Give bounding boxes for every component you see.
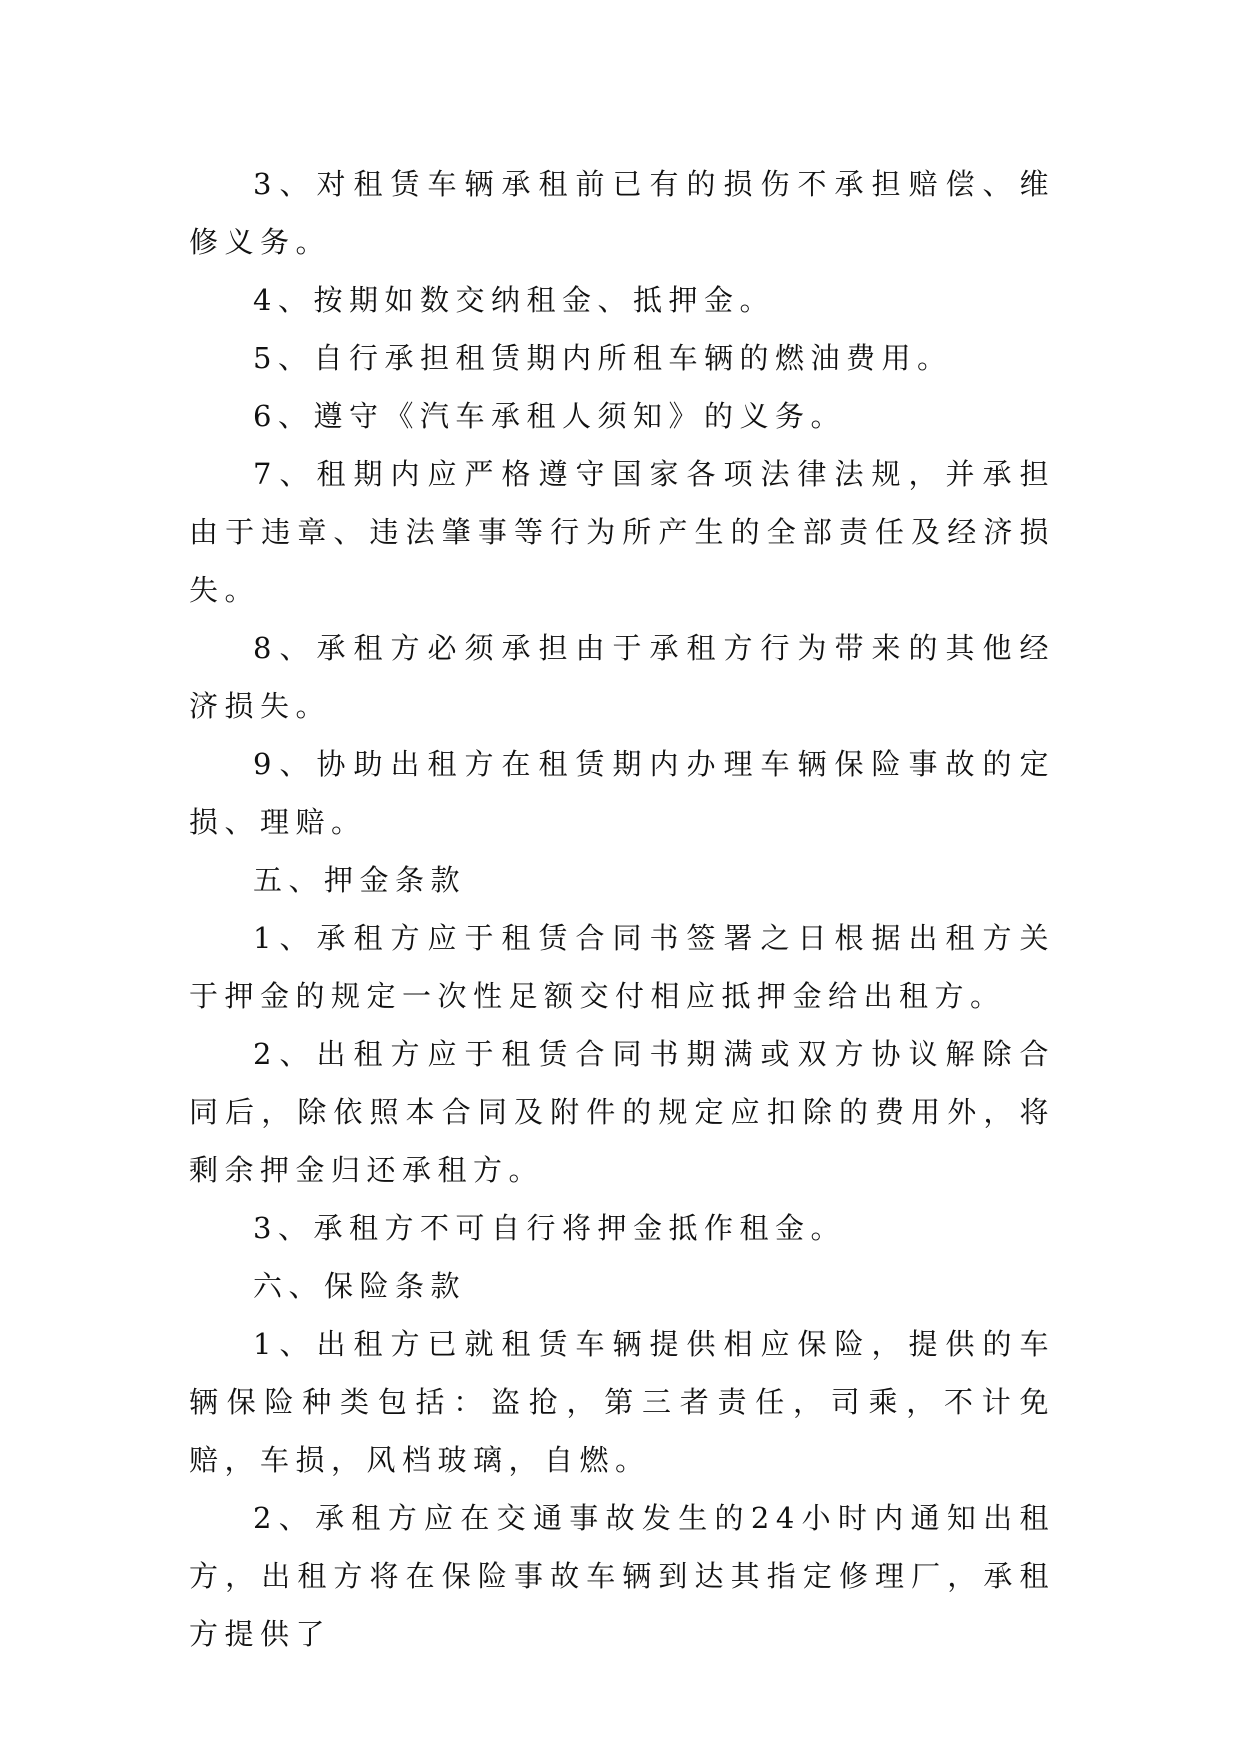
paragraph-lessee-duty-7: 7、租期内应严格遵守国家各项法律法规，并承担由于违章、违法肇事等行为所产生的全部责任及经济损失。 [189, 457, 1055, 607]
paragraph-insurance-2: 2、承租方应在交通事故发生的24小时内通知出租方，出租方将在保险事故车辆到达其指定修理厂，承租方提供了 [189, 1501, 1055, 1651]
document-body [189, 155, 1055, 1663]
paragraph-lessee-duty-9: 9、协助出租方在租赁期内办理车辆保险事故的定损、理赔。 [189, 747, 1055, 839]
section-heading-insurance: 六、保险条款 [253, 1269, 467, 1303]
paragraph-lessee-duty-4: 4、按期如数交纳租金、抵押金。 [253, 283, 775, 317]
paragraph-lessee-duty-6: 6、遵守《汽车承租人须知》的义务。 [253, 399, 846, 433]
paragraph-deposit-3: 3、承租方不可自行将押金抵作租金。 [253, 1211, 846, 1245]
paragraph-lessee-duty-3: 3、对租赁车辆承租前已有的损伤不承担赔偿、维修义务。 [189, 167, 1055, 259]
paragraph-deposit-1: 1、承租方应于租赁合同书签署之日根据出租方关于押金的规定一次性足额交付相应抵押金给出租方。 [189, 921, 1055, 1013]
paragraph-lessee-duty-8: 8、承租方必须承担由于承租方行为带来的其他经济损失。 [189, 631, 1055, 723]
paragraph-insurance-1: 1、出租方已就租赁车辆提供相应保险，提供的车辆保险种类包括：盗抢，第三者责任，司乘，不计免赔，车损，风档玻璃，自燃。 [189, 1327, 1055, 1477]
section-heading-deposit: 五、押金条款 [253, 863, 467, 897]
paragraph-lessee-duty-5: 5、自行承担租赁期内所租车辆的燃油费用。 [253, 341, 953, 375]
paragraph-deposit-2: 2、出租方应于租赁合同书期满或双方协议解除合同后，除依照本合同及附件的规定应扣除的费用外，将剩余押金归还承租方。 [189, 1037, 1055, 1187]
